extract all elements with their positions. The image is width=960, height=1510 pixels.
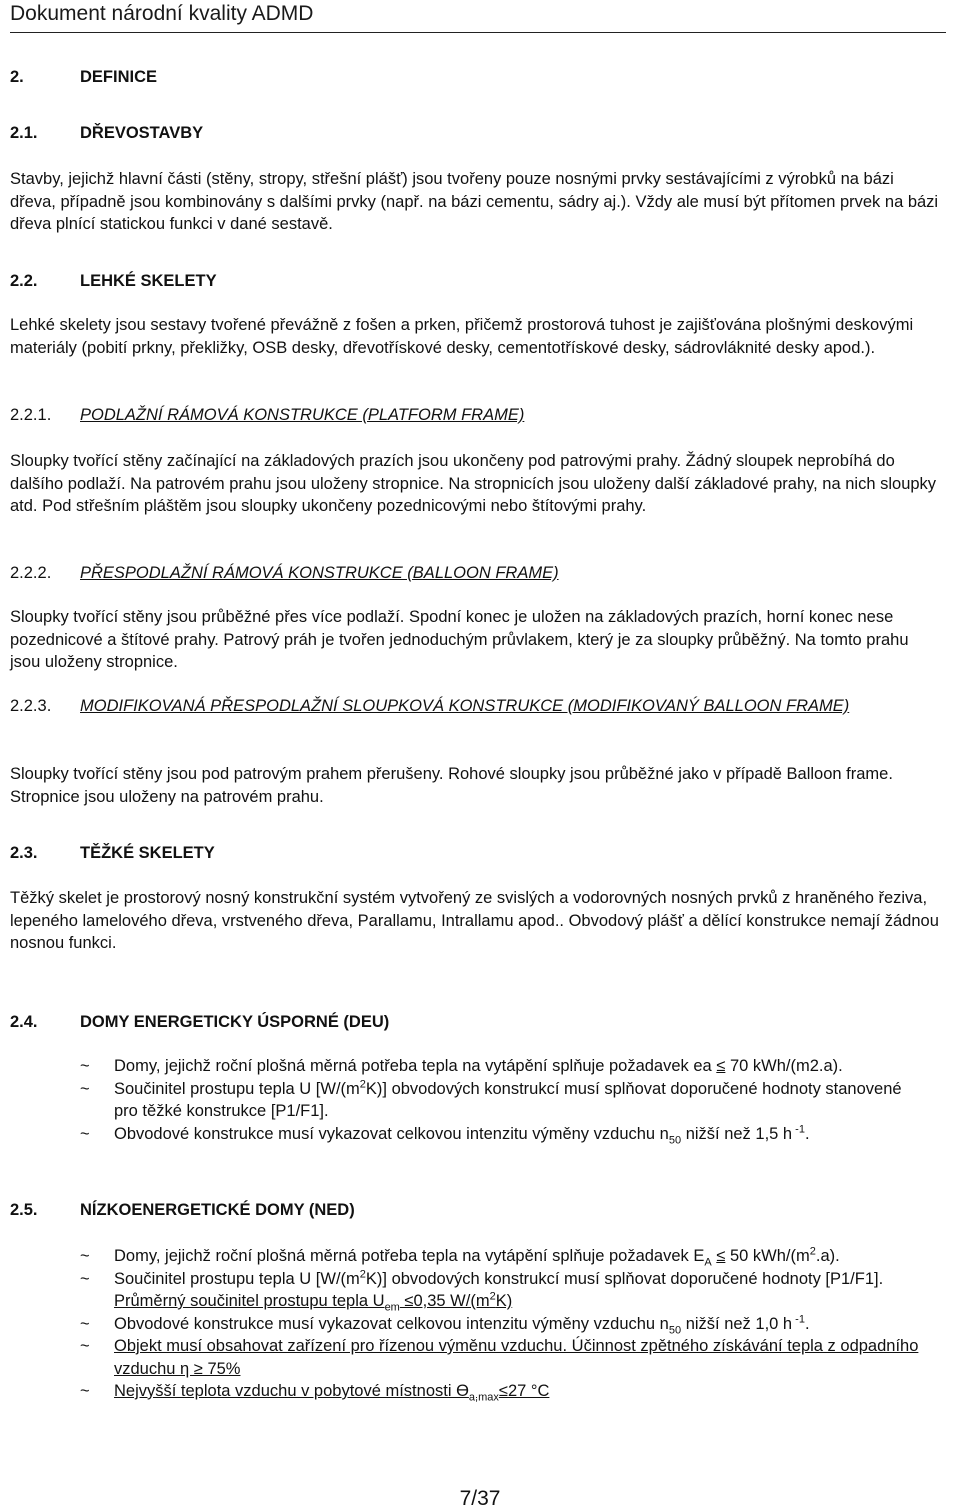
section-number: 2.4. [10,1013,38,1031]
section-title: NÍZKOENERGETICKÉ DOMY (NED) [80,1201,355,1219]
header-divider [10,32,946,33]
text-run: nižší než 1,5 h [681,1124,793,1143]
tilde-bullet: ~ [80,1269,90,1288]
text-run: K)] obvodových konstrukcí musí splňovat doporučené hodnoty [P1/F1]. [365,1269,884,1288]
tilde-bullet: ~ [80,1057,90,1075]
subscript: 50 [668,1323,682,1336]
subscript: a,max [468,1391,499,1404]
tilde-bullet: ~ [80,1124,90,1143]
superscript: -1 [792,1123,805,1135]
text-run: . [804,1314,810,1333]
list-item [10,1380,940,1403]
tilde-bullet: ~ [80,1382,90,1400]
section-number: 2. [10,68,24,86]
text-run: Průměrný součinitel prostupu tepla U [114,1292,385,1310]
section-title: DŘEVOSTAVBY [80,124,204,142]
list-item [10,1245,940,1268]
text-run: .a). [815,1247,840,1265]
section-number: 2.2.3. [10,697,52,715]
section-2-2-1-paragraph: Sloupky tvořící stěny začínající na základových prazích jsou ukončeny pod patrovými prahy. Žádný sloupek neprobíhá do dalšího podlaží. Na patrovém prahu jsou uloženy stropnice. Na stropnicích jsou uloženy další základové prahy, na nich sloupky atd. Pod střešním pláštěm jsou sloupky ukončeny pozednicovými nebo štítovými prahy. [10,452,937,515]
document-header-title: Dokument národní kvality ADMD [10,2,314,25]
list-item [10,1055,940,1078]
subscript: A [704,1256,712,1269]
section-2-3-heading [10,842,940,865]
text-run: K) [495,1292,513,1310]
section-2-2-2-heading [10,562,940,585]
superscript: -1 [792,1313,805,1325]
subscript: em [384,1301,400,1314]
page-number: 7/37 [459,1487,501,1510]
text-run: 50 kWh/(m [725,1247,810,1265]
section-title: PODLAŽNÍ RÁMOVÁ KONSTRUKCE (PLATFORM FRAME) [80,406,525,424]
section-2-4-heading [10,1011,940,1034]
tilde-bullet: ~ [80,1337,90,1355]
section-2-2-paragraph: Lehké skelety jsou sestavy tvořené převážně z fošen a prken, přičemž prostorová tuhost je zajišťována plošnými deskovými materiály (pobití prkny, překližky, OSB desky, dřevotřískové desky, cementotřískové desky, sádrovláknité desky apod.). [10,316,914,357]
underlined-requirement [114,1382,550,1404]
section-title: PŘESPODLAŽNÍ RÁMOVÁ KONSTRUKCE (BALLOON FRAME) [80,564,559,582]
section-number: 2.3. [10,844,38,862]
section-2-5-list [10,1245,940,1403]
section-2-4-list [10,1055,940,1145]
section-title: DOMY ENERGETICKY ÚSPORNÉ (DEU) [80,1013,390,1031]
text-run: 70 kWh/(m2.a). [725,1057,843,1075]
text-run: Domy, jejichž roční plošná měrná potřeba tepla na vytápění splňuje požadavek ea [114,1057,717,1075]
subscript: 50 [668,1133,682,1146]
list-item [10,1268,940,1313]
section-2-2-3-paragraph: Sloupky tvořící stěny jsou pod patrovým prahem přerušeny. Rohové sloupky jsou průběžné jako v případě Balloon frame. Stropnice jsou uloženy na patrovém prahu. [10,765,893,806]
superscript: 2 [489,1290,496,1303]
section-title: TĚŽKÉ SKELETY [80,844,215,862]
superscript: 2 [809,1245,816,1258]
text-run: Nejvyšší teplota vzduchu v pobytové místnosti ϴ [114,1382,469,1400]
text-run: . [804,1124,810,1143]
section-2-2-2-paragraph: Sloupky tvořící stěny jsou průběžné přes více podlaží. Spodní konec je uložen na základových prazích, horní konec nese pozednicové a štítové prahy. Patrový práh je tvořen jednoduchým průvlakem, který je za sloupky průběžný. Na tomto prahu jsou uloženy stropnice. [10,608,909,671]
section-2-5-heading [10,1199,940,1222]
section-2-heading [10,66,940,89]
list-item [10,1335,940,1380]
section-title: LEHKÉ SKELETY [80,272,217,290]
section-2-2-heading [10,270,940,293]
text-run: K)] obvodových konstrukcí musí splňovat doporučené hodnoty stanovené pro těžké konstrukce [P1/F1]. [114,1079,902,1120]
section-title: DEFINICE [80,68,158,86]
list-item [10,1313,940,1336]
section-2-1-heading [10,122,940,145]
text-run: Součinitel prostupu tepla U [W/(m [114,1269,360,1288]
section-2-2-3-heading [10,695,940,718]
section-number: 2.5. [10,1201,38,1219]
text-run: ≤0,35 W/(m [399,1292,490,1310]
list-item [10,1123,940,1146]
superscript: 2 [359,1078,366,1090]
section-number: 2.2. [10,272,38,290]
section-number: 2.2.2. [10,564,52,582]
text-run: Domy, jejichž roční plošná měrná potřeba tepla na vytápění splňuje požadavek E [114,1247,705,1265]
list-item [10,1078,940,1123]
less-equal-sign: ≤ [716,1247,726,1265]
section-2-3-paragraph: Těžký skelet je prostorový nosný konstrukční systém vytvořený ze svislých a vodorovných nosných prvků z hraněného řeziva, lepeného lamelového dřeva, vrstveného dřeva, Parallamu, Intrallamu apod.. Obvodový plášť a dělící konstrukce nemají žádnou nosnou funkci. [10,889,939,952]
text-run: Obvodové konstrukce musí vykazovat celkovou intenzitu výměny vzduchu n [114,1124,669,1143]
underlined-requirement [114,1290,513,1314]
text-run: Součinitel prostupu tepla U [W/(m [114,1079,360,1098]
section-number: 2.1. [10,124,38,142]
underlined-requirement: Objekt musí obsahovat zařízení pro řízenou výměnu vzduchu. Účinnost zpětného získávání tepla z odpadního vzduchu η ≥ 75% [114,1337,919,1378]
section-number: 2.2.1. [10,406,52,424]
less-equal-sign: ≤ [716,1057,726,1075]
superscript: 2 [359,1268,366,1280]
text-run: Obvodové konstrukce musí vykazovat celkovou intenzitu výměny vzduchu n [114,1314,669,1333]
section-2-2-1-heading [10,404,940,427]
text-run: nižší než 1,0 h [681,1314,793,1333]
tilde-bullet: ~ [80,1079,90,1098]
section-2-1-paragraph: Stavby, jejichž hlavní části (stěny, stropy, střešní plášť) jsou tvořeny pouze nosnými prvky sestávajícími z výrobků na bázi dřeva, případně jsou kombinovány s dalšími prvky (např. na bázi cementu, sádry aj.). Vždy ale musí být přítomen prvek na bázi dřeva plnící statickou funkci v dané sestavě. [10,170,939,233]
tilde-bullet: ~ [80,1247,90,1265]
section-title: MODIFIKOVANÁ PŘESPODLAŽNÍ SLOUPKOVÁ KONSTRUKCE (MODIFIKOVANÝ BALLOON FRAME) [80,697,850,715]
text-run: ≤27 °C [498,1382,550,1400]
tilde-bullet: ~ [80,1314,90,1333]
